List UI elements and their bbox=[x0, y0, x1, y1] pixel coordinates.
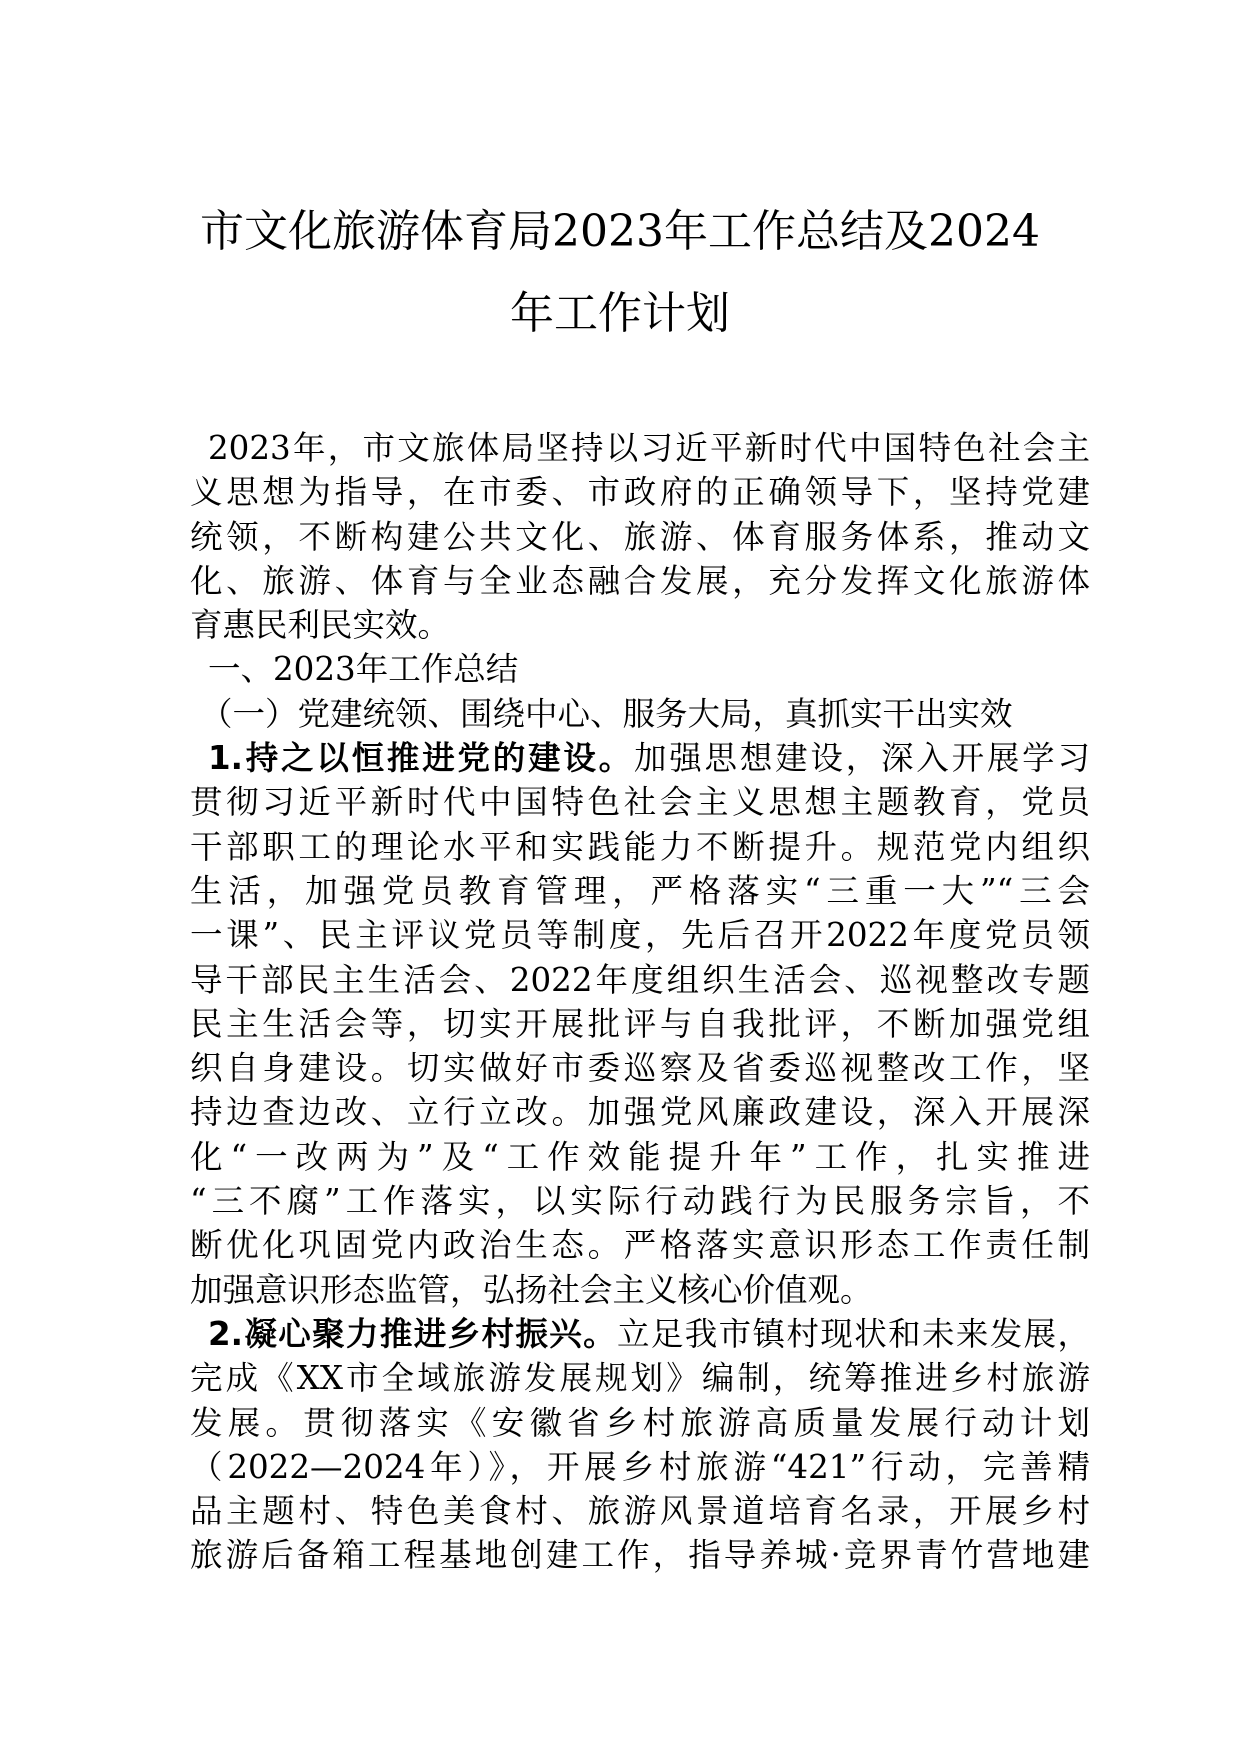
item1-line: 贯彻习近平新时代中国特色社会主义思想主题教育，党员 bbox=[190, 783, 1090, 822]
item2-line: 旅游后备箱工程基地创建工作，指导养城·竞界青竹营地建 bbox=[190, 1536, 1090, 1575]
item2-line: 品主题村、特色美食村、旅游风景道培育名录，开展乡村 bbox=[190, 1492, 1090, 1531]
item2-line: 发展。贯彻落实《安徽省乡村旅游高质量发展行动计划 bbox=[190, 1403, 1090, 1442]
item1-line: 化“一改两为”及“工作效能提升年”工作，扎实推进 bbox=[190, 1137, 1090, 1176]
item1-line: 持边查边改、立行立改。加强党风廉政建设，深入开展深 bbox=[190, 1093, 1090, 1132]
intro-line: 育惠民利民实效。 bbox=[190, 606, 451, 645]
item1-line: 生活，加强党员教育管理，严格落实“三重一大”“三会 bbox=[190, 871, 1090, 910]
item2-line: （2022—2024年）》，开展乡村旅游“421”行动，完善精 bbox=[190, 1447, 1090, 1486]
item1-line: 导干部民主生活会、2022年度组织生活会、巡视整改专题 bbox=[190, 960, 1090, 999]
section-heading: 一、2023年工作总结 bbox=[208, 650, 519, 689]
item1-paragraph bbox=[190, 736, 1090, 1312]
item1-line: 断优化巩固党内政治生态。严格落实意识形态工作责任制 bbox=[190, 1226, 1090, 1265]
document-title-line-1: 市文化旅游体育局2023年工作总结及2024 bbox=[200, 206, 1040, 257]
item1-bold-lead: 1.持之以恒推进党的建设。 bbox=[208, 739, 634, 778]
document-title-line-2: 年工作计划 bbox=[510, 288, 730, 339]
item1-line: 一课”、民主评议党员等制度，先后召开2022年度党员领 bbox=[190, 916, 1090, 955]
item2-first-line-text: 立足我市镇村现状和未来发展， bbox=[617, 1314, 1090, 1353]
intro-paragraph bbox=[190, 426, 1090, 647]
intro-line: 统领，不断构建公共文化、旅游、体育服务体系，推动文 bbox=[190, 517, 1090, 556]
item2-bold-lead: 2.凝心聚力推进乡村振兴。 bbox=[208, 1314, 618, 1353]
item1-first-line bbox=[190, 736, 1090, 780]
item1-line: “三不腐”工作落实，以实际行动践行为民服务宗旨，不 bbox=[190, 1182, 1090, 1221]
subsection-heading: （一）党建统领、围绕中心、服务大局，真抓实干出实效 bbox=[200, 694, 1013, 733]
item1-line: 干部职工的理论水平和实践能力不断提升。规范党内组织 bbox=[190, 827, 1090, 866]
item1-first-line-text: 加强思想建设，深入开展学习 bbox=[633, 739, 1090, 778]
item2-line: 完成《XX市全域旅游发展规划》编制，统筹推进乡村旅游 bbox=[190, 1359, 1090, 1398]
item1-line: 加强意识形态监管，弘扬社会主义核心价值观。 bbox=[190, 1270, 873, 1309]
document-body bbox=[190, 426, 1090, 1578]
item2-paragraph bbox=[190, 1312, 1090, 1578]
intro-line: 2023年，市文旅体局坚持以习近平新时代中国特色社会主 bbox=[208, 429, 1090, 467]
item2-first-line bbox=[190, 1312, 1090, 1356]
intro-line: 义思想为指导，在市委、市政府的正确领导下，坚持党建 bbox=[190, 473, 1090, 512]
intro-line: 化、旅游、体育与全业态融合发展，充分发挥文化旅游体 bbox=[190, 561, 1090, 600]
item1-line: 织自身建设。切实做好市委巡察及省委巡视整改工作，坚 bbox=[190, 1049, 1090, 1088]
item1-line: 民主生活会等，切实开展批评与自我批评，不断加强党组 bbox=[190, 1004, 1090, 1043]
